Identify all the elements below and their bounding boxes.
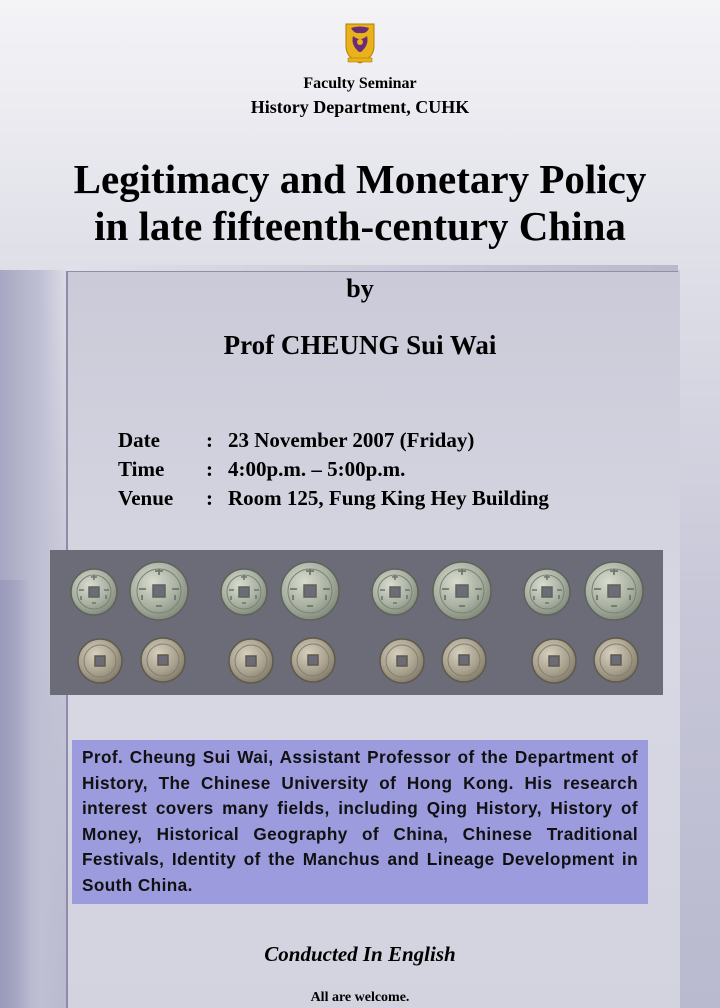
speaker-name: Prof CHEUNG Sui Wai	[223, 330, 497, 360]
welcome-note: All are welcome.	[310, 990, 410, 1005]
detail-row-venue	[118, 484, 549, 513]
detail-separator: :	[206, 428, 213, 452]
speaker-biography: Prof. Cheung Sui Wai, Assistant Professor of the Department of History, The Chinese University of Hong Kong. His research interest covers many fields, including Qing History, History of Money, Historical Geography of China, Chinese Traditional Festivals, Identity of the Manchus and Lineage Development in South China.	[72, 740, 648, 904]
detail-separator: :	[206, 457, 213, 481]
talk-title	[0, 156, 720, 250]
department-name: History Department, CUHK	[250, 97, 470, 117]
cuhk-crest-logo	[343, 20, 377, 64]
detail-label: Date	[118, 428, 160, 452]
detail-value: 23 November 2007 (Friday)	[228, 428, 475, 452]
detail-row-date	[118, 426, 549, 455]
coins-image	[50, 550, 663, 695]
panel-top-bar	[66, 265, 678, 272]
talk-title-line-1: Legitimacy and Monetary Policy	[73, 156, 647, 202]
event-details	[118, 426, 549, 513]
language-note: Conducted In English	[264, 942, 456, 966]
detail-row-time	[118, 455, 549, 484]
detail-value: 4:00p.m. – 5:00p.m.	[228, 457, 406, 481]
detail-separator: :	[206, 486, 213, 510]
seminar-label: Faculty Seminar	[303, 75, 417, 92]
by-label: by	[346, 274, 374, 303]
talk-title-line-2: in late fifteenth-century China	[94, 203, 626, 249]
detail-label: Time	[118, 457, 165, 481]
detail-label: Venue	[118, 486, 174, 510]
detail-value: Room 125, Fung King Hey Building	[228, 486, 549, 510]
